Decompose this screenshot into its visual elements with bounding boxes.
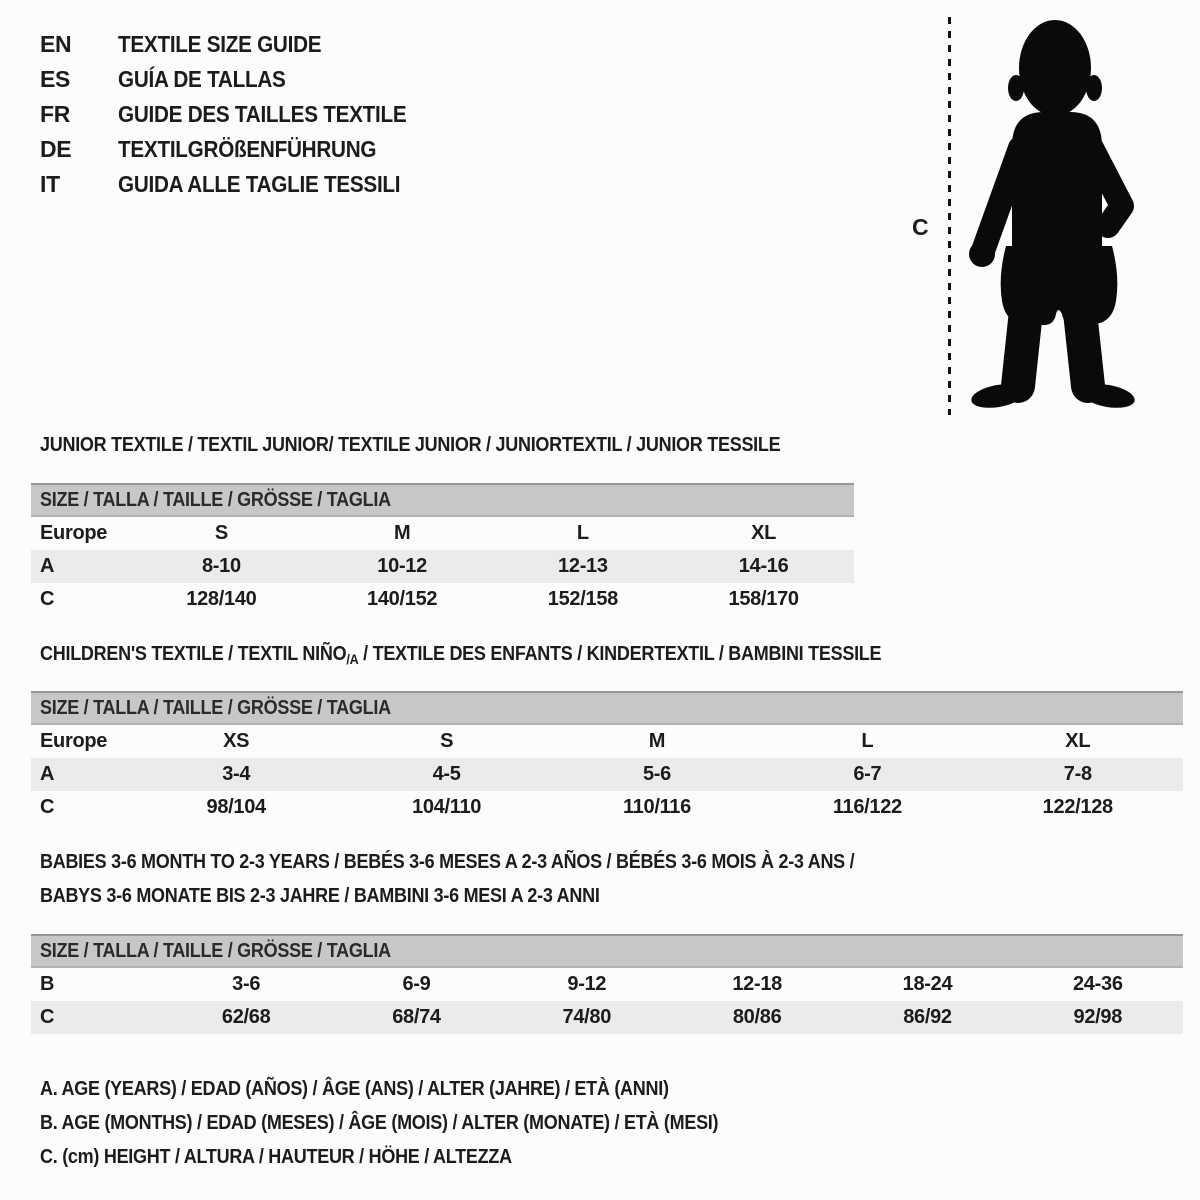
table-cell: 116/122 xyxy=(832,796,902,818)
table-cell: 158/170 xyxy=(728,588,799,610)
table-cell: M xyxy=(393,522,411,544)
height-measure-label: C xyxy=(912,214,929,240)
children-section-title xyxy=(40,642,975,671)
lang-row-fr xyxy=(40,97,439,132)
lang-code: IT xyxy=(40,171,60,197)
table-cell: S xyxy=(214,522,228,544)
table-cell: 110/116 xyxy=(622,796,691,818)
babies-title-line1: BABIES 3-6 MONTH TO 2-3 YEARS / BEBÉS 3-6 MESES A 2-3 AÑOS / BÉBÉS 3-6 MOIS À 2-3 ANS / xyxy=(40,851,855,873)
table-cell: 80/86 xyxy=(672,1001,842,1034)
size-header-bar xyxy=(31,935,1183,967)
lang-code: DE xyxy=(40,136,72,162)
babies-size-table xyxy=(31,934,1183,1034)
table-cell: 12-18 xyxy=(732,973,782,995)
lang-row-de xyxy=(40,132,439,167)
table-cell: 68/74 xyxy=(331,1001,501,1034)
table-cell: 6-7 xyxy=(762,758,972,791)
row-label: C xyxy=(40,796,55,818)
table-cell: 9-12 xyxy=(567,973,607,995)
size-header-bar xyxy=(31,692,1183,724)
table-row-height xyxy=(31,791,1183,824)
table-cell: M xyxy=(648,730,666,752)
babies-section-title xyxy=(40,845,945,913)
table-cell: 152/158 xyxy=(547,588,618,610)
table-row-height xyxy=(31,1001,1183,1034)
table-cell: 6-9 xyxy=(402,973,431,995)
table-cell: 104/110 xyxy=(412,796,482,818)
legend-line-c: C. (cm) HEIGHT / ALTURA / HAUTEUR / HÖHE / ALTEZZA xyxy=(40,1146,512,1168)
table-cell: 62/68 xyxy=(161,1001,331,1034)
row-label: Europe xyxy=(40,730,108,752)
children-title-subscript: /A xyxy=(346,651,359,667)
junior-title-text: JUNIOR TEXTILE / TEXTIL JUNIOR/ TEXTILE JUNIOR / JUNIORTEXTIL / JUNIOR TESSILE xyxy=(40,434,781,456)
table-row-height xyxy=(31,583,854,616)
junior-section-title xyxy=(40,433,863,457)
size-header-row xyxy=(31,484,854,516)
size-header-bar xyxy=(31,484,854,516)
language-title-list xyxy=(40,27,439,202)
size-header-text: SIZE / TALLA / TAILLE / GRÖSSE / TAGLIA xyxy=(40,696,391,719)
children-size-table xyxy=(31,691,1183,824)
lang-title: GUÍA DE TALLAS xyxy=(118,66,286,92)
row-label: A xyxy=(31,550,131,583)
lang-row-es xyxy=(40,62,439,97)
size-header-text: SIZE / TALLA / TAILLE / GRÖSSE / TAGLIA xyxy=(40,939,391,962)
table-cell: 128/140 xyxy=(186,588,257,610)
table-cell: 140/152 xyxy=(367,588,438,610)
table-cell: 4-5 xyxy=(341,758,551,791)
table-cell: L xyxy=(861,730,874,752)
lang-code: EN xyxy=(40,31,72,57)
table-row-age xyxy=(31,550,854,583)
size-header-text: SIZE / TALLA / TAILLE / GRÖSSE / TAGLIA xyxy=(40,488,391,511)
row-label: Europe xyxy=(40,522,108,544)
row-label: C xyxy=(31,1001,161,1034)
children-title-part2: / TEXTILE DES ENFANTS / KINDERTEXTIL / BAMBINI TESSILE xyxy=(358,643,882,665)
lang-title: TEXTILGRÖßENFÜHRUNG xyxy=(118,136,377,162)
table-cell: XL xyxy=(1065,730,1091,752)
table-cell: XL xyxy=(751,522,777,544)
table-row-europe xyxy=(31,724,1183,758)
height-measure-dashed-line xyxy=(948,17,951,415)
lang-row-it xyxy=(40,167,439,202)
table-cell: 7-8 xyxy=(973,758,1183,791)
table-row-age xyxy=(31,758,1183,791)
lang-title: GUIDE DES TAILLES TEXTILE xyxy=(118,101,407,127)
table-cell: XS xyxy=(223,730,250,752)
table-cell: 98/104 xyxy=(206,796,266,818)
children-title-part1: CHILDREN'S TEXTILE / TEXTIL NIÑO xyxy=(40,643,347,665)
table-cell: 14-16 xyxy=(673,550,854,583)
table-row-europe xyxy=(31,516,854,550)
table-cell: 10-12 xyxy=(312,550,493,583)
children-title-text xyxy=(40,642,881,671)
lang-code: FR xyxy=(40,101,71,127)
lang-code: ES xyxy=(40,66,71,92)
legend-line-b: B. AGE (MONTHS) / EDAD (MESES) / ÂGE (MOIS) / ALTER (MONATE) / ETÀ (MESI) xyxy=(40,1112,719,1134)
table-cell: L xyxy=(576,522,589,544)
table-cell: S xyxy=(440,730,454,752)
size-header-row xyxy=(31,935,1183,967)
table-cell: 24-36 xyxy=(1072,973,1123,995)
row-label: B xyxy=(40,973,55,995)
row-label: C xyxy=(40,588,55,610)
table-cell: 5-6 xyxy=(552,758,762,791)
table-row-months xyxy=(31,967,1183,1001)
junior-size-table xyxy=(31,483,854,616)
toddler-silhouette-icon xyxy=(956,16,1148,422)
legend-line-a: A. AGE (YEARS) / EDAD (AÑOS) / ÂGE (ANS) / ALTER (JAHRE) / ETÀ (ANNI) xyxy=(40,1078,669,1100)
table-cell: 3-6 xyxy=(232,973,261,995)
table-cell: 18-24 xyxy=(902,973,953,995)
table-cell: 86/92 xyxy=(842,1001,1012,1034)
table-cell: 92/98 xyxy=(1013,1001,1183,1034)
table-cell: 8-10 xyxy=(131,550,312,583)
lang-title: GUIDA ALLE TAGLIE TESSILI xyxy=(118,171,401,197)
babies-title-line2: BABYS 3-6 MONATE BIS 2-3 JAHRE / BAMBINI 3-6 MESI A 2-3 ANNI xyxy=(40,885,600,907)
row-label: A xyxy=(31,758,131,791)
table-cell: 74/80 xyxy=(502,1001,672,1034)
lang-title: TEXTILE SIZE GUIDE xyxy=(118,31,322,57)
measurement-legend xyxy=(40,1072,794,1174)
table-cell: 122/128 xyxy=(1042,796,1113,818)
table-cell: 3-4 xyxy=(131,758,341,791)
lang-row-en xyxy=(40,27,439,62)
table-cell: 12-13 xyxy=(493,550,674,583)
size-header-row xyxy=(31,692,1183,724)
